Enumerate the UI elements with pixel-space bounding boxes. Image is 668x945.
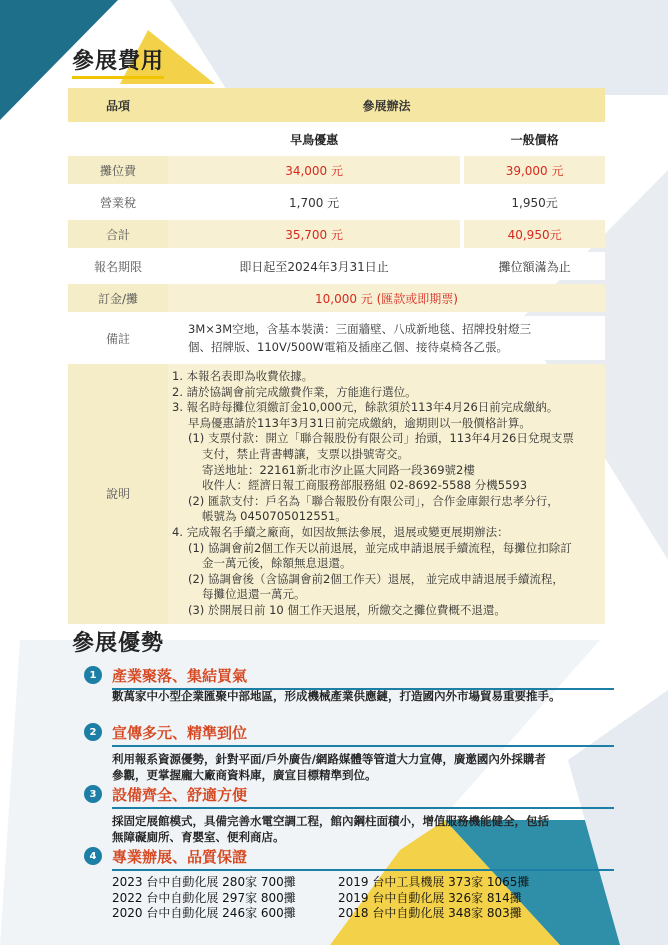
advantage-text: 無障礙廁所、育嬰室、便利商店。 [112, 830, 285, 844]
total-regular: 40,950元 [464, 220, 605, 248]
advantage-title: 產業聚落、集結買氣 [112, 666, 248, 685]
note-line: 寄送地址：22161新北市汐止區大同路一段369號2樓 [202, 462, 475, 477]
deadline-label: 報名期限 [68, 252, 168, 280]
booth-fee-regular: 39,000 元 [464, 156, 605, 184]
fair-record: 2022 台中自動化展 297家 800攤 [112, 890, 296, 905]
divider [112, 869, 614, 871]
total-early: 35,700 元 [168, 220, 460, 248]
number-badge: 3 [84, 785, 102, 803]
advantage-item [84, 845, 614, 867]
fair-record: 2020 台中自動化展 246家 600攤 [112, 906, 296, 920]
note-line: 1. 本報名表即為收費依據。 [172, 369, 314, 383]
remarks-text [168, 316, 605, 360]
number-badge: 1 [84, 666, 102, 684]
regular-price-header: 一般價格 [510, 132, 559, 147]
advantage-item [84, 783, 614, 844]
note-line: 3. 報名時每攤位須繳訂金10,000元，餘款須於113年4月26日前完成繳納。 [172, 400, 559, 415]
advantage-item [84, 721, 614, 782]
advantage-text: 參觀，更掌握龐大廠商資料庫，廣宣目標精準到位。 [112, 768, 377, 782]
deadline-row [68, 252, 605, 280]
advantage-title: 設備齊全、舒適方便 [112, 785, 248, 804]
advantage-title: 專業辦展、品質保證 [112, 847, 248, 866]
note-line: (2) 匯款支付：戶名為「聯合報股份有限公司」，合作金庫銀行忠孝分行， [188, 493, 559, 508]
number-badge: 4 [84, 847, 102, 865]
remarks-row [68, 316, 605, 360]
advantage-text: 採固定展館模式，具備完善水電空調工程，館內鋼柱面積小，增值服務機能健全，包括 [112, 814, 549, 828]
deposit-value: 10,000 元 (匯款或即期票) [168, 284, 605, 312]
note-line: 4. 完成報名手續之廠商，如因故無法參展，退展或變更展期辦法： [172, 524, 509, 539]
notes-text [168, 364, 605, 624]
booth-fee-label: 攤位費 [68, 156, 168, 184]
header-method: 參展辦法 [168, 88, 605, 122]
remarks-label: 備註 [68, 316, 168, 360]
advantage-item [84, 664, 614, 703]
fair-record: 2019 台中自動化展 326家 814攤 [338, 890, 522, 905]
divider [112, 745, 614, 747]
fair-record: 2018 台中自動化展 348家 803攤 [338, 906, 522, 920]
advantage-text: 數萬家中小型企業匯聚中部地區，形成機械產業供應鏈，打造國內外市場貿易重要推手。 [112, 689, 561, 703]
advantages-section-title: 參展優勢 [72, 631, 165, 656]
total-label: 合計 [68, 220, 168, 248]
fee-table [68, 84, 605, 628]
header-item: 品項 [68, 88, 168, 122]
note-line: (3) 於開展日前 10 個工作天退展，所繳交之攤位費概不退還。 [188, 602, 506, 617]
note-line: (1) 支票付款：開立「聯合報股份有限公司」抬頭，113年4月26日兌現支票 [188, 431, 574, 446]
advantage-text: 利用報系資源優勢，針對平面/戶外廣告/網路媒體等管道大力宣傳，廣邀國內外採購者 [112, 752, 546, 766]
note-line: (2) 協調會後（含協調會前2個工作天）退展， 並完成申請退展手續流程， [188, 571, 564, 586]
fees-section-title: 參展費用 [72, 44, 164, 75]
notes-row [68, 364, 605, 624]
advantage-title: 宣傳多元、精準到位 [112, 723, 248, 742]
early-bird-header: 早鳥優惠 [290, 132, 339, 147]
remarks-line: 個、招牌版、110V/500W電箱及插座乙個、接待桌椅各乙張。 [188, 340, 509, 354]
note-line: 支付，禁止背書轉讓，支票以掛號寄交。 [202, 446, 409, 461]
tax-regular: 1,950元 [464, 188, 605, 216]
note-line: 收件人：經濟日報工商服務部服務組 02-8692-5588 分機5593 [202, 478, 528, 493]
remarks-line: 3M×3M空地，含基本裝潢：三面牆壁、八成新地毯、招牌投射燈三 [188, 322, 532, 336]
deposit-label: 訂金/攤 [68, 284, 168, 312]
fair-record: 2023 台中自動化展 280家 700攤 [112, 875, 296, 889]
deadline-regular: 攤位額滿為止 [464, 252, 605, 280]
note-line: 帳號為 0450705012551。 [202, 509, 347, 524]
table-subheader-row [68, 126, 605, 152]
notes-label: 說明 [68, 364, 168, 624]
tax-row [68, 188, 605, 216]
total-row [68, 220, 605, 248]
deadline-early: 即日起至2024年3月31日止 [168, 252, 460, 280]
booth-fee-early: 34,000 元 [168, 156, 460, 184]
note-line: 金一萬元後，餘額無息退還。 [202, 556, 352, 571]
table-header-row [68, 88, 605, 122]
booth-fee-row [68, 156, 605, 184]
tax-early: 1,700 元 [168, 188, 460, 216]
note-line: (1) 協調會前2個工作天以前退展，並完成申請退展手續流程，每攤位扣除訂 [188, 540, 572, 555]
fair-record: 2019 台中工具機展 373家 1065攤 [338, 875, 530, 889]
note-line: 2. 請於協調會前完成繳費作業，方能進行選位。 [172, 384, 417, 399]
tax-label: 營業稅 [68, 188, 168, 216]
note-line: 早鳥優惠請於113年3月31日前完成繳納，逾期則以一般價格計算。 [188, 415, 531, 430]
note-line: 每攤位退還一萬元。 [202, 587, 306, 602]
deposit-row [68, 284, 605, 312]
divider [112, 807, 614, 809]
number-badge: 2 [84, 723, 102, 741]
